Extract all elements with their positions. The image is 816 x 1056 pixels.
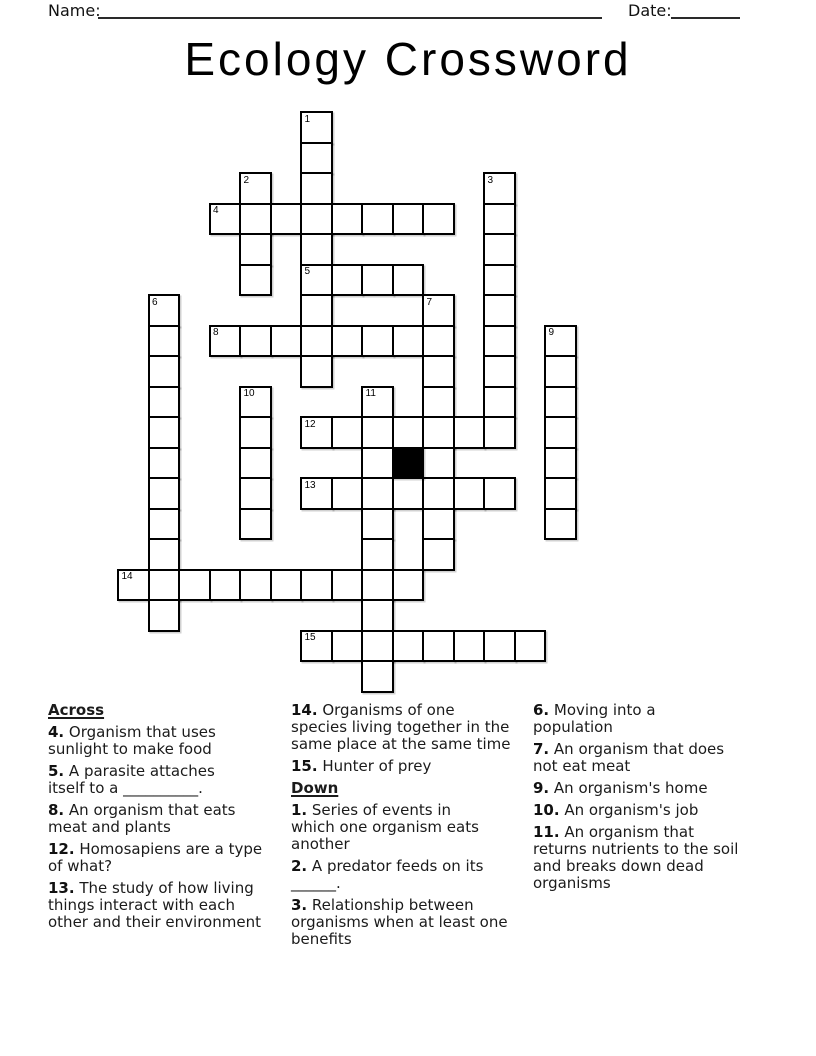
cell-number: 2	[243, 174, 250, 186]
name-label: Name:	[48, 1, 101, 20]
grid-cell	[270, 569, 303, 602]
grid-cell	[148, 538, 181, 571]
grid-cell	[453, 416, 486, 449]
grid-cell	[361, 508, 394, 541]
grid-cell	[331, 416, 364, 449]
cell-number: 13	[304, 479, 316, 491]
clue-item: 11. An organism that returns nutrients to the soil and breaks down dead organisms	[533, 823, 739, 892]
date-label: Date:	[628, 1, 672, 20]
grid-cell	[270, 325, 303, 358]
grid-cell	[361, 416, 394, 449]
cell-number: 7	[426, 296, 433, 308]
grid-cell	[239, 264, 272, 297]
grid-cell	[422, 508, 455, 541]
grid-cell	[239, 508, 272, 541]
clues-column-2	[291, 699, 533, 953]
clue-item: 5. A parasite attaches itself to a __________.	[48, 762, 215, 797]
clue-item: 2. A predator feeds on its ______.	[291, 857, 484, 892]
cell-number: 15	[304, 632, 316, 643]
clue-number: 3.	[291, 896, 308, 914]
clue-item: 15. Hunter of prey	[291, 757, 432, 775]
grid-cell	[300, 325, 333, 358]
grid-cell	[148, 416, 181, 449]
grid-cell	[422, 203, 455, 236]
cell-number: 12	[304, 418, 316, 430]
grid-cell	[544, 416, 577, 449]
grid-cell	[239, 477, 272, 510]
clue-item: 4. Organism that uses sunlight to make food	[48, 723, 216, 758]
grid-cell	[483, 203, 516, 236]
grid-cell	[361, 325, 394, 358]
grid-cell	[148, 325, 181, 358]
clue-number: 6.	[533, 701, 550, 719]
grid-cell	[392, 569, 425, 602]
grid-cell	[544, 447, 577, 480]
grid-cell	[148, 508, 181, 541]
grid-cell	[361, 538, 394, 571]
grid-cell	[483, 325, 516, 358]
grid-cell	[300, 203, 333, 236]
grid-cell	[300, 294, 333, 327]
clue-item: 3. Relationship between organisms when at least one benefits	[291, 896, 508, 948]
grid-cell	[392, 477, 425, 510]
grid-cell	[453, 477, 486, 510]
grid-cell	[331, 477, 364, 510]
grid-cell	[544, 508, 577, 541]
across-header: Across	[48, 701, 105, 719]
clue-number: 4.	[48, 723, 65, 741]
grid-cell	[483, 233, 516, 266]
grid-cell	[361, 264, 394, 297]
clue-number: 2.	[291, 857, 308, 875]
grid-cell	[483, 294, 516, 327]
grid-cell	[331, 630, 364, 663]
clue-number: 11.	[533, 823, 560, 841]
clue-number: 1.	[291, 801, 308, 819]
crossword-grid	[117, 111, 577, 692]
clue-item: 12. Homosapiens are a type of what?	[48, 840, 263, 875]
grid-cell	[422, 630, 455, 663]
grid-cell	[422, 538, 455, 571]
cell-number: 3	[487, 174, 494, 186]
grid-cell	[148, 477, 181, 510]
grid-cell	[483, 386, 516, 419]
grid-cell	[392, 630, 425, 663]
grid-cell	[331, 264, 364, 297]
grid-cell	[544, 355, 577, 388]
grid-cell	[239, 447, 272, 480]
grid-cell	[331, 569, 364, 602]
black-cell	[392, 447, 425, 480]
cell-number: 11	[365, 388, 376, 399]
grid-cell	[239, 569, 272, 602]
grid-cell	[361, 599, 394, 632]
clues-column-3	[533, 699, 775, 897]
clue-item: 9. An organism's home	[533, 779, 708, 797]
grid-cell	[392, 416, 425, 449]
grid-cell	[300, 172, 333, 205]
cell-number: 14	[121, 571, 133, 582]
page-title: Ecology Crossword	[184, 33, 632, 85]
grid-cell	[544, 386, 577, 419]
grid-cell	[331, 203, 364, 236]
grid-cell	[331, 325, 364, 358]
grid-cell	[361, 477, 394, 510]
grid-cell	[422, 477, 455, 510]
cell-number: 10	[243, 388, 255, 399]
grid-cell	[422, 447, 455, 480]
grid-cell	[422, 355, 455, 388]
clue-number: 14.	[291, 701, 318, 719]
grid-cell	[300, 355, 333, 388]
grid-cell	[148, 386, 181, 419]
grid-cell	[361, 660, 394, 693]
grid-cell	[453, 630, 486, 663]
clue-item: 6. Moving into a population	[533, 701, 656, 736]
grid-cell	[209, 569, 242, 602]
cell-number: 9	[548, 327, 555, 338]
date-fill-line	[671, 17, 740, 19]
grid-cell	[483, 416, 516, 449]
clue-number: 12.	[48, 840, 75, 858]
grid-cell	[483, 477, 516, 510]
grid-cell	[483, 264, 516, 297]
grid-cell	[239, 416, 272, 449]
clue-item: 7. An organism that does not eat meat	[533, 740, 725, 775]
clue-number: 15.	[291, 757, 318, 775]
grid-cell	[148, 447, 181, 480]
grid-cell	[178, 569, 211, 602]
grid-cell	[361, 203, 394, 236]
grid-cell	[239, 203, 272, 236]
grid-cell	[239, 325, 272, 358]
clue-item: 8. An organism that eats meat and plants	[48, 801, 236, 836]
clue-number: 7.	[533, 740, 550, 758]
grid-cell	[483, 355, 516, 388]
grid-cell	[148, 599, 181, 632]
grid-cell	[361, 569, 394, 602]
clue-number: 9.	[533, 779, 550, 797]
grid-cell	[300, 142, 333, 175]
cell-number: 5	[304, 266, 311, 277]
grid-cell	[300, 233, 333, 266]
grid-cell	[392, 203, 425, 236]
grid-cell	[422, 416, 455, 449]
clue-item: 13. The study of how living things interact with each other and their environment	[48, 879, 261, 931]
grid-cell	[270, 203, 303, 236]
grid-cell	[392, 264, 425, 297]
grid-cell	[148, 569, 181, 602]
clue-number: 5.	[48, 762, 65, 780]
grid-cell	[361, 447, 394, 480]
cell-number: 8	[213, 327, 219, 338]
clue-number: 13.	[48, 879, 75, 897]
down-header: Down	[291, 779, 339, 797]
clue-item: 1. Series of events in which one organism eats another	[291, 801, 479, 853]
clue-item: 10. An organism's job	[533, 801, 699, 819]
clue-number: 10.	[533, 801, 560, 819]
grid-cell	[392, 325, 425, 358]
cell-number: 1	[304, 113, 311, 125]
grid-cell	[422, 386, 455, 419]
grid-cell	[361, 630, 394, 663]
clue-item: 14. Organisms of one species living together in the same place at the same time	[291, 701, 511, 753]
clue-number: 8.	[48, 801, 65, 819]
clues-column-1	[48, 699, 290, 936]
grid-cell	[514, 630, 547, 663]
name-fill-line	[98, 17, 602, 19]
grid-cell	[300, 569, 333, 602]
grid-cell	[148, 355, 181, 388]
grid-cell	[422, 325, 455, 358]
cell-number: 6	[152, 296, 158, 308]
grid-cell	[483, 630, 516, 663]
grid-cell	[239, 233, 272, 266]
grid-cell	[544, 477, 577, 510]
cell-number: 4	[213, 205, 219, 216]
